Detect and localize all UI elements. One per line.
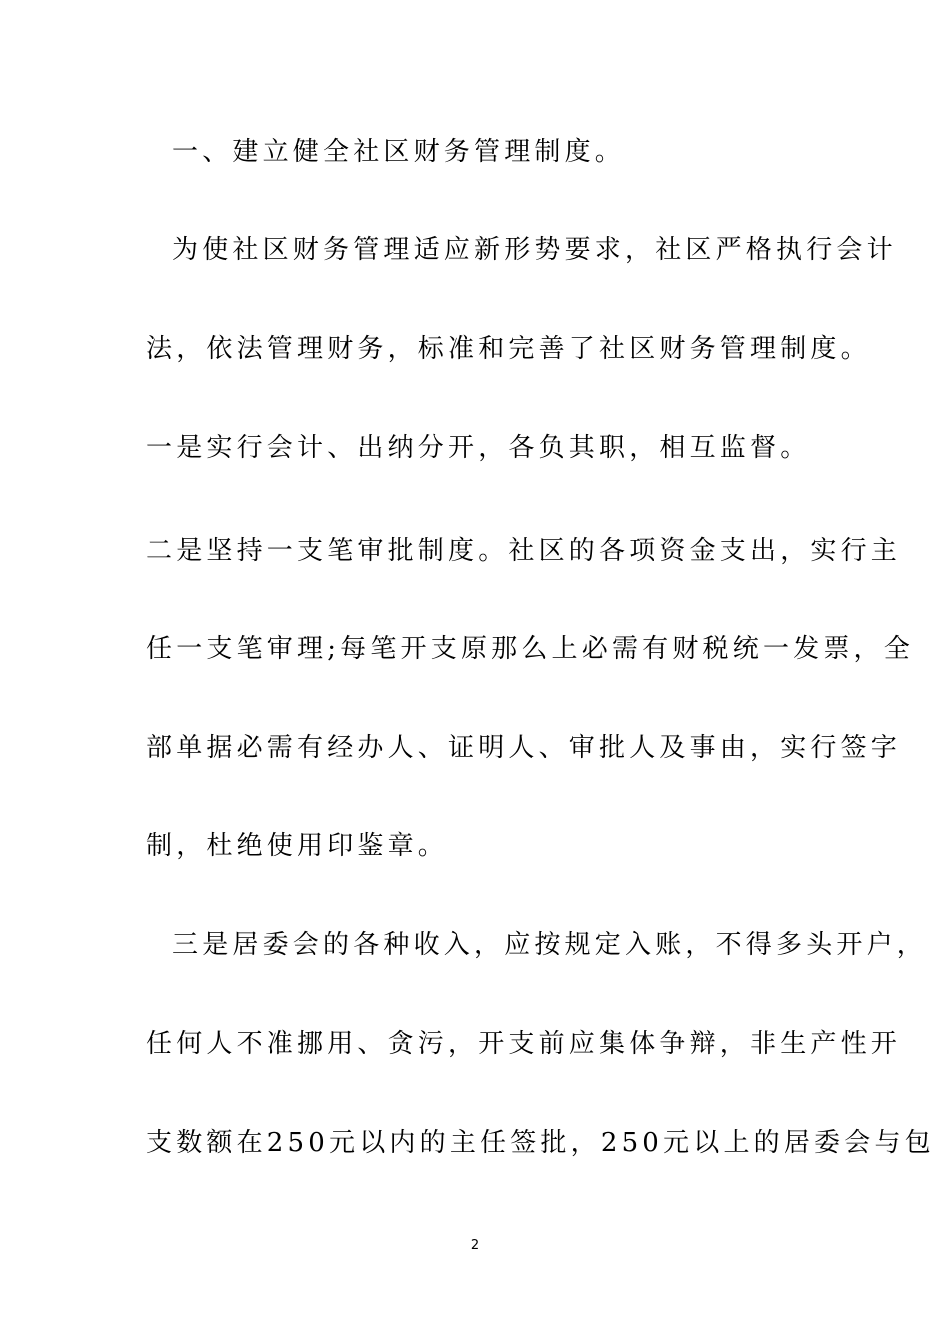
page-number: 2 — [470, 1238, 480, 1253]
paragraph-line: 法，依法管理财务，标准和完善了社区财务管理制度。 — [146, 334, 871, 364]
section-heading: 一、建立健全社区财务管理制度。 — [172, 137, 626, 167]
paragraph-line: 任何人不准挪用、贪污，开支前应集体争辩，非生产性开 — [146, 1029, 902, 1059]
paragraph-line: 为使社区财务管理适应新形势要求，社区严格执行会计 — [172, 235, 897, 265]
paragraph-line: 部单据必需有经办人、证明人、审批人及事由，实行签字 — [146, 733, 902, 763]
paragraph-line: 三是居委会的各种收入，应按规定入账，不得多头开户， — [172, 930, 928, 960]
paragraph-line: 制，杜绝使用印鉴章。 — [146, 831, 449, 861]
paragraph-line: 一是实行会计、出纳分开，各负其职，相互监督。 — [146, 433, 811, 463]
paragraph-line: 支数额在250元以内的主任签批，250元以上的居委会与包 — [146, 1128, 935, 1158]
paragraph-line: 二是坚持一支笔审批制度。社区的各项资金支出，实行主 — [146, 536, 902, 566]
paragraph-line: 任一支笔审理;每笔开支原那么上必需有财税统一发票，全 — [146, 634, 914, 664]
